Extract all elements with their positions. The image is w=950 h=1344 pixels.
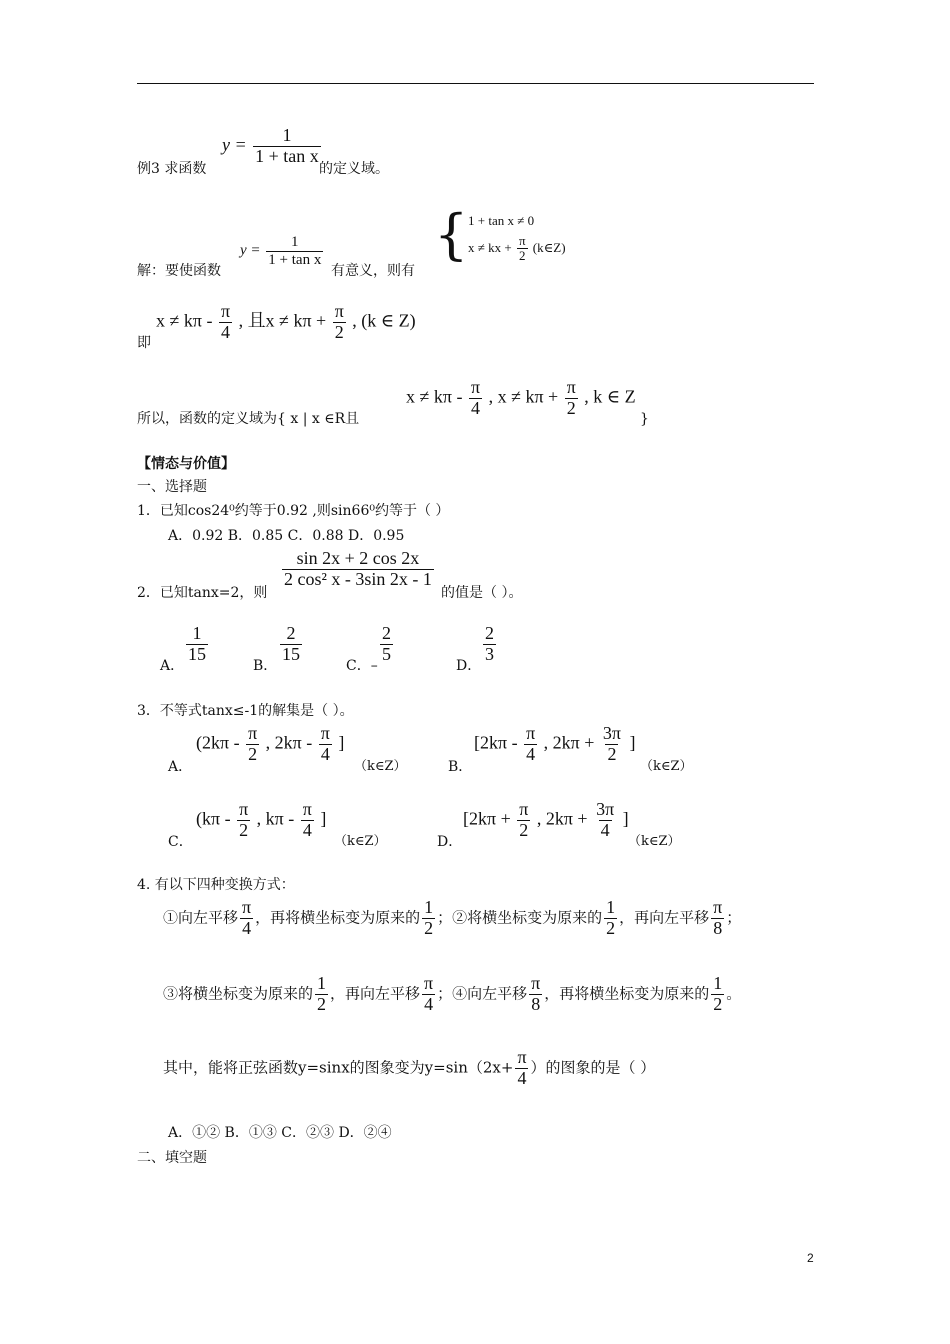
- q2-option-a-value: $\frac{1}{15}$: [188, 623, 206, 664]
- section-title: 【情态与价值】: [137, 456, 235, 472]
- page-number: 2: [807, 1251, 814, 1265]
- q3-option-a-kz: （k∈Z）: [354, 759, 407, 774]
- example3-label: 例3 求函数: [137, 161, 207, 177]
- q2-option-b-value: $\frac{2}{15}$: [282, 623, 300, 664]
- q2-option-d-value: $\frac{2}{3}$: [485, 623, 494, 664]
- q4-line-3: 其中，能将正弦函数y=sinx的图象变为y=sin（2x+ $\frac{\pi}{4}$ ）的图象的是（ ）: [163, 1047, 656, 1088]
- example3-fraction: $\frac{1}{\text{1 + tan x}}$: [255, 125, 319, 166]
- q3-option-b-value: [2kπ - $\frac{\pi}{4}$ , 2kπ + $\frac{3\pi}{2}$ ]: [474, 723, 636, 764]
- ji-expression: x ≠ kπ - $\frac{\pi}{4}$ , 且x ≠ kπ + $\frac{\pi}{2}$ , (k ∈ Z): [156, 301, 416, 342]
- q4-intro: 4. 有以下四种变换方式：: [137, 877, 295, 893]
- conclusion-expression: x ≠ kπ - $\frac{\pi}{4}$ , x ≠ kπ + $\frac{\pi}{2}$ , k ∈ Z: [406, 377, 636, 418]
- q3-option-c-kz: （k∈Z）: [334, 834, 387, 849]
- q4-line-1: ①向左平移 $\frac{\pi}{4}$ ，再将横坐标变为原来的 $\frac{1}{2}$ ；②将横坐标变为原来的 $\frac{1}{2}$ ，再向左平移 $\frac{\pi}{8}$ ；: [163, 897, 742, 938]
- q2-option-c-value: $\frac{2}{5}$: [382, 623, 391, 664]
- q4-line-2: ③将横坐标变为原来的 $\frac{1}{2}$ ，再向左平移 $\frac{\pi}{4}$ ；④向左平移 $\frac{\pi}{8}$ ，再将横坐标变为原来的 $\frac{1}{2}$ 。: [163, 973, 742, 1014]
- q3-option-a-label: A．: [168, 759, 193, 775]
- part-one-heading: 一、选择题: [137, 479, 207, 495]
- system-brace: {: [434, 203, 469, 266]
- q3-option-b-kz: （k∈Z）: [640, 759, 693, 774]
- solution-fraction: $\frac{1}{\text{1 + tan x}}$: [268, 234, 322, 268]
- system-line-2: x ≠ kx + $\frac{\pi}{2}$ (k∈Z): [468, 233, 566, 264]
- q3-option-c-value: (kπ - $\frac{\pi}{2}$ , kπ - $\frac{\pi}{4}$ ]: [196, 799, 327, 840]
- q2-option-b-label: B．: [253, 658, 278, 674]
- q1-options: A．0.92 B．0.85 C．0.88 D．0.95: [168, 528, 405, 544]
- q3-option-b-label: B．: [448, 759, 473, 775]
- q3-option-d-label: D．: [437, 834, 463, 850]
- q2-prefix: 2．已知tanx=2，则: [137, 585, 268, 601]
- ji-label: 即: [137, 335, 151, 351]
- q3-option-c-label: C．: [168, 834, 193, 850]
- header-rule: [137, 83, 814, 84]
- q2-suffix: 的值是（ ）。: [441, 585, 523, 601]
- q2-fraction: $\frac{\sin 2x + 2 \cos 2x}{\text{2 cos² x - 3sin 2x - 1}}$: [284, 548, 432, 589]
- q4-options: A．①② B．①③ C．②③ D．②④: [168, 1125, 392, 1141]
- solution-meaning: 有意义，则有: [331, 263, 415, 279]
- system-line-1: 1 + tan x ≠ 0: [468, 213, 535, 228]
- conclusion-label: 所以，函数的定义域为{ x | x ∈R且: [137, 411, 360, 427]
- solution-function: y = $\frac{1}{\text{1 + tan x}}$: [240, 234, 322, 268]
- q3-text: 3．不等式tanx≤-1的解集是（ ）。: [137, 703, 354, 719]
- q3-option-d-kz: （k∈Z）: [628, 834, 681, 849]
- example3-function: y = $\frac{1}{\text{1 + tan x}}$: [222, 125, 319, 166]
- example3-suffix: 的定义域。: [319, 161, 389, 177]
- q2-option-a-label: A．: [160, 658, 185, 674]
- q2-option-d-label: D．: [456, 658, 482, 674]
- q3-option-a-value: (2kπ - $\frac{\pi}{2}$ , 2kπ - $\frac{\pi}{4}$ ]: [196, 723, 345, 764]
- q2-option-c-label: C．–: [346, 658, 378, 674]
- conclusion-close: }: [640, 411, 649, 427]
- solution-label: 解：要使函数: [137, 263, 221, 279]
- q3-option-d-value: [2kπ + $\frac{\pi}{2}$ , 2kπ + $\frac{3\pi}{4}$ ]: [463, 799, 629, 840]
- part-two-heading: 二、填空题: [137, 1150, 207, 1166]
- q1-text: 1．已知cos24⁰约等于0.92 ,则sin66⁰约等于（ ）: [137, 503, 450, 519]
